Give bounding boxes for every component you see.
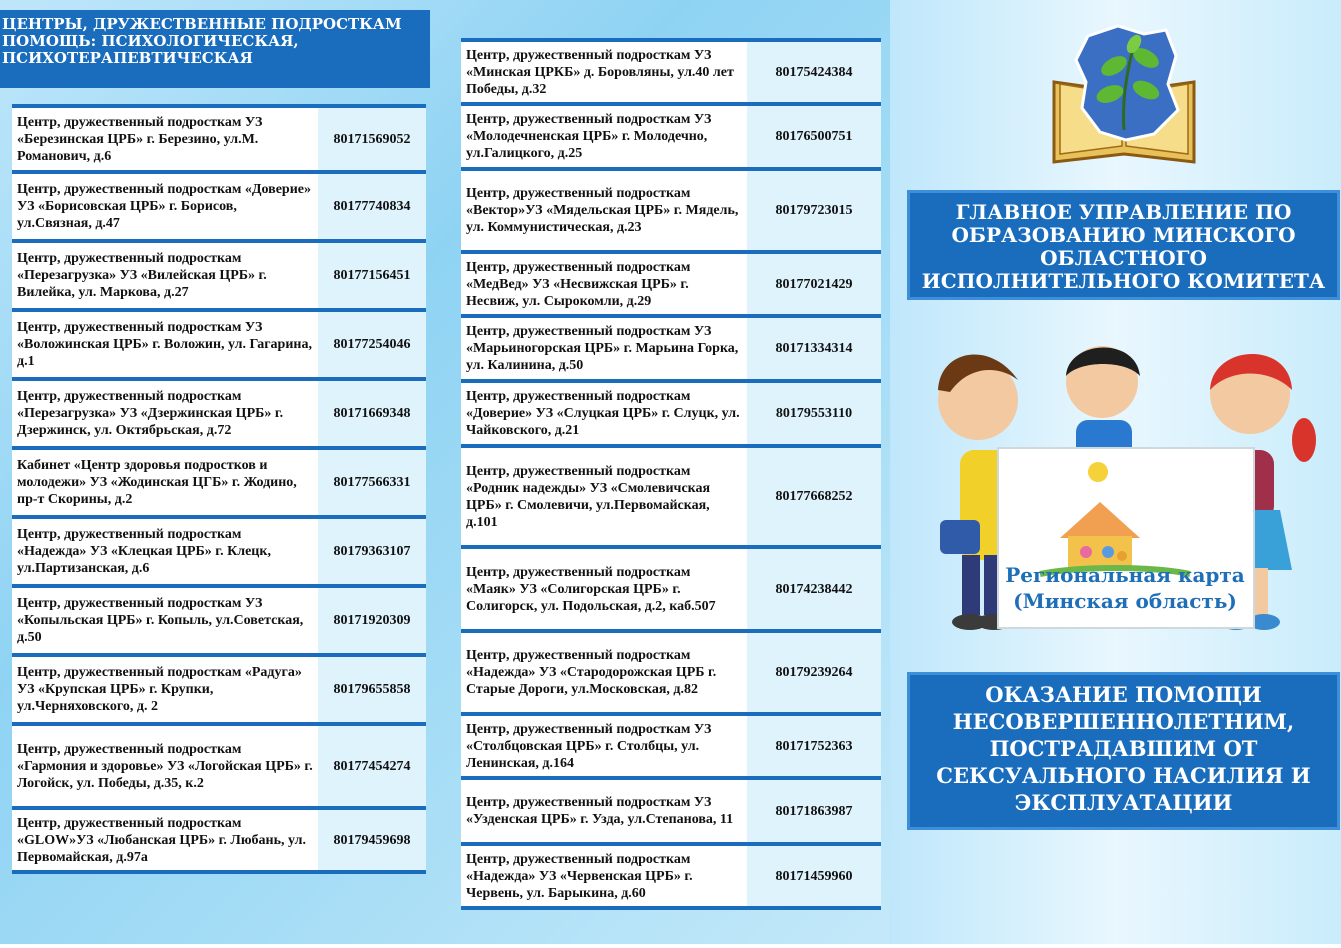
table-row: [461, 40, 881, 104]
table-row: [461, 169, 881, 252]
table-row: [461, 844, 881, 908]
entry-phone: 80171669348: [318, 379, 426, 448]
table-row: [461, 381, 881, 446]
entry-address: Центр, дружественный подросткам «Надежда» УЗ «Стародорожская ЦРБ г. Старые Дороги, ул.Московская, д.82: [461, 631, 747, 714]
entry-address: Центр, дружественный подросткам «Доверие» УЗ «Борисовская ЦРБ» г. Борисов, ул.Связная, д.47: [12, 172, 318, 241]
entry-phone: 80177454274: [318, 724, 426, 808]
table-row: [12, 379, 426, 448]
table-row: [12, 106, 426, 172]
entry-address: Центр, дружественный подросткам УЗ «Молодечненская ЦРБ» г. Молодечно, ул.Галицкого, д.25: [461, 104, 747, 169]
entry-phone: 80176500751: [747, 104, 881, 169]
table-row: [12, 724, 426, 808]
left-column-header: ЦЕНТРЫ, ДРУЖЕСТВЕННЫЕ ПОДРОСТКАМ ПОМОЩЬ: ПСИХОЛОГИЧЕСКАЯ, ПСИХОТЕРАПЕВТИЧЕСКАЯ: [0, 10, 430, 88]
entry-address: Центр, дружественный подросткам УЗ «Узденская ЦРБ» г. Узда, ул.Степанова, 11: [461, 778, 747, 844]
entry-address: Центр, дружественный подросткам «Маяк» УЗ «Солигорская ЦРБ» г. Солигорск, ул. Подольская, д.2, каб.507: [461, 547, 747, 631]
table-row: [12, 172, 426, 241]
entry-phone: 80177021429: [747, 252, 881, 316]
entry-address: Центр, дружественный подросткам «Гармония и здоровье» УЗ «Логойская ЦРБ» г. Логойск, ул. Победы, д.35, к.2: [12, 724, 318, 808]
entry-phone: 80171920309: [318, 586, 426, 655]
table-row: [12, 517, 426, 586]
entry-phone: 80171863987: [747, 778, 881, 844]
entry-address: Центр, дружественный подросткам УЗ «Минская ЦРКБ» д. Боровляны, ул.40 лет Победы, д.32: [461, 40, 747, 104]
entry-address: Центр, дружественный подросткам УЗ «Воложинская ЦРБ» г. Воложин, ул. Гагарина, д.1: [12, 310, 318, 379]
entry-address: Центр, дружественный подросткам «Доверие» УЗ «Слуцкая ЦРБ» г. Слуцк, ул. Чайковского, д.21: [461, 381, 747, 446]
entry-phone: 80177740834: [318, 172, 426, 241]
entry-phone: 80174238442: [747, 547, 881, 631]
table-row: [12, 655, 426, 724]
entry-phone: 80179459698: [318, 808, 426, 872]
entry-phone: 80171334314: [747, 316, 881, 381]
entry-address: Центр, дружественный подросткам «Перезагрузка» УЗ «Вилейская ЦРБ» г. Вилейка, ул. Маркова, д.27: [12, 241, 318, 310]
entry-address: Центр, дружественный подросткам УЗ «Марьиногорская ЦРБ» г. Марьина Горка, ул. Калинина, д.50: [461, 316, 747, 381]
table-row: [461, 316, 881, 381]
table-row: [12, 808, 426, 872]
entry-address: Центр, дружественный подросткам УЗ «Столбцовская ЦРБ» г. Столбцы, ул. Ленинская, д.164: [461, 714, 747, 778]
entry-address: Центр, дружественный подросткам «Надежда» УЗ «Клецкая ЦРБ» г. Клецк, ул.Партизанская, д.6: [12, 517, 318, 586]
map-caption: Региональная карта (Минская область): [1005, 563, 1245, 613]
table-row: [461, 252, 881, 316]
table-row: [461, 104, 881, 169]
emblem-logo: [1048, 22, 1200, 172]
table-row: [461, 446, 881, 547]
entry-address: Центр, дружественный подросткам «Вектор»УЗ «Мядельская ЦРБ» г. Мядель, ул. Коммунистическая, д.23: [461, 169, 747, 252]
table-row: [12, 241, 426, 310]
entry-address: Центр, дружественный подросткам УЗ «Копыльская ЦРБ» г. Копыль, ул.Советская, д.50: [12, 586, 318, 655]
entry-address: Центр, дружественный подросткам «Перезагрузка» УЗ «Дзержинская ЦРБ» г. Дзержинск, ул. Октябрьская, д.72: [12, 379, 318, 448]
entry-phone: 80179723015: [747, 169, 881, 252]
entry-phone: 80179655858: [318, 655, 426, 724]
organization-title: ГЛАВНОЕ УПРАВЛЕНИЕ ПО ОБРАЗОВАНИЮ МИНСКОГО ОБЛАСТНОГО ИСПОЛНИТЕЛЬНОГО КОМИТЕТА: [907, 190, 1340, 300]
table-row: [12, 448, 426, 517]
entry-phone: 80177156451: [318, 241, 426, 310]
entry-address: Центр, дружественный подросткам «Надежда» УЗ «Червенская ЦРБ» г. Червень, ул. Барыкина, д.60: [461, 844, 747, 908]
entry-phone: 80179239264: [747, 631, 881, 714]
entry-phone: 80177566331: [318, 448, 426, 517]
entry-phone: 80179553110: [747, 381, 881, 446]
table-row: [12, 310, 426, 379]
entry-address: Центр, дружественный подросткам «Родник надежды» УЗ «Смолевичская ЦРБ» г. Смолевичи, ул.Первомайская, д.101: [461, 446, 747, 547]
main-title: ОКАЗАНИЕ ПОМОЩИ НЕСОВЕРШЕННОЛЕТНИМ, ПОСТРАДАВШИМ ОТ СЕКСУАЛЬНОГО НАСИЛИЯ И ЭКСПЛУАТАЦИИ: [907, 672, 1340, 830]
entry-address: Кабинет «Центр здоровья подростков и молодежи» УЗ «Жодинская ЦГБ» г. Жодино, пр-т Скорины, д.2: [12, 448, 318, 517]
entry-address: Центр, дружественный подросткам «GLOW»УЗ «Любанская ЦРБ» г. Любань, ул. Первомайская, д.97а: [12, 808, 318, 872]
table-row: [461, 778, 881, 844]
table-row: [461, 631, 881, 714]
entry-phone: 80171752363: [747, 714, 881, 778]
table-row: [12, 586, 426, 655]
entry-phone: 80171569052: [318, 106, 426, 172]
entry-phone: 80171459960: [747, 844, 881, 908]
middle-entries-table: [461, 38, 881, 910]
left-entries-table: [12, 104, 426, 874]
table-row: [461, 714, 881, 778]
entry-phone: 80175424384: [747, 40, 881, 104]
table-row: [461, 547, 881, 631]
entry-address: Центр, дружественный подросткам «МедВед» УЗ «Несвижская ЦРБ» г. Несвиж, ул. Сырокомли, д.29: [461, 252, 747, 316]
entry-address: Центр, дружественный подросткам УЗ «Березинская ЦРБ» г. Березино, ул.М. Романович, д.6: [12, 106, 318, 172]
entry-phone: 80179363107: [318, 517, 426, 586]
entry-phone: 80177254046: [318, 310, 426, 379]
page-edge: [0, 944, 1341, 948]
entry-phone: 80177668252: [747, 446, 881, 547]
entry-address: Центр, дружественный подросткам «Радуга» УЗ «Крупская ЦРБ» г. Крупки, ул.Черняховского, д. 2: [12, 655, 318, 724]
